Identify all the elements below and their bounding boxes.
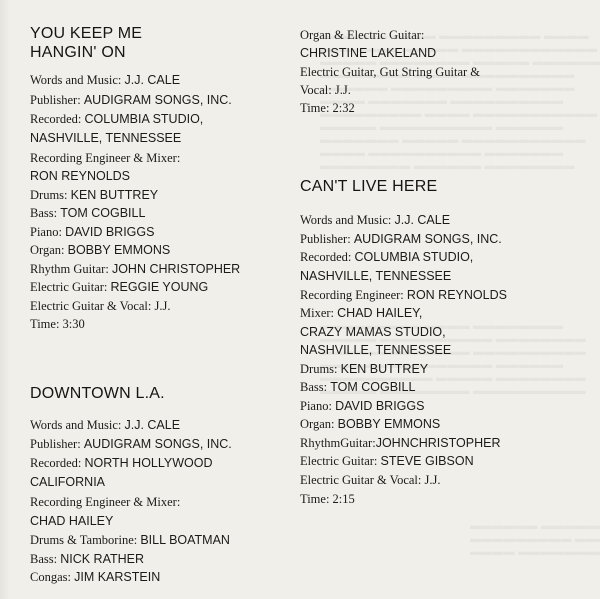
credit-value: J.J. CALE [394,213,451,227]
credit-value: NASHVILLE, TENNESSEE [300,269,452,283]
credit-value: RON REYNOLDS [30,169,131,183]
credit-value: DAVID BRIGGS [335,399,425,413]
song-title: DOWNTOWN L.A. [30,385,165,402]
credit-line [300,212,450,228]
credit-line [30,436,232,452]
credit-value: NASHVILLE, TENNESSEE [300,343,452,357]
credit-line [30,205,145,221]
credit-label: Publisher: [30,93,81,107]
credit-label: Bass: [30,552,58,566]
credit-value: JOHN CHRISTOPHER [111,262,241,276]
credit-value: BOBBY EMMONS [337,417,441,431]
credit-label: Organ: [300,417,335,431]
credit-line [30,551,144,567]
credit-line [300,472,440,488]
credit-line [30,298,170,314]
credit-line [300,249,473,265]
credit-value: KEN BUTTREY [70,188,159,202]
credit-value: CHAD HAILEY [30,514,114,528]
credit-line [300,342,451,358]
credit-label: Bass: [300,380,328,394]
credit-label: Organ: [30,243,65,257]
credit-label: Electric Guitar: [30,280,108,294]
credit-value: NORTH HOLLYWOOD [84,456,213,470]
credit-value: COLUMBIA STUDIO, [84,112,204,126]
credit-label: Electric Guitar, Gut String Guitar & [300,65,481,79]
credit-line [30,92,232,108]
credit-value: AUDIGRAM SONGS, INC. [83,437,232,451]
credit-label: Time: [300,492,330,506]
credit-label: Electric Guitar: [300,454,378,468]
credit-label: Congas: [30,570,71,584]
credit-label: Words and Music: [30,418,122,432]
song-title: CAN'T LIVE HERE [300,178,438,195]
credit-value: 2:15 [332,492,355,506]
credit-label: Organ & Electric Guitar: [300,28,425,42]
credit-label: Publisher: [30,437,81,451]
credit-value: BOBBY EMMONS [67,243,171,257]
credit-value: COLUMBIA STUDIO, [354,250,474,264]
credit-label: Recorded: [300,250,352,264]
credit-label: Words and Music: [30,73,122,87]
credit-line [300,100,355,116]
credit-value: REGGIE YOUNG [110,280,209,294]
credit-line [30,72,180,88]
credit-label: Bass: [30,206,58,220]
credit-line [300,287,507,303]
credit-line [300,45,436,61]
credit-label: Recorded: [30,112,82,126]
credit-line [30,261,240,277]
credit-line [30,150,180,166]
credit-line [300,305,422,321]
credit-line [300,268,451,284]
credit-value: AUDIGRAM SONGS, INC. [353,232,502,246]
song-title: YOU KEEP ME [30,25,143,42]
credit-line [30,224,154,240]
credit-label: Drums & Tamborine: [30,533,138,547]
credit-value: JIM KARSTEIN [74,570,161,584]
credit-value: RON REYNOLDS [406,288,507,302]
credit-value: NASHVILLE, TENNESSEE [30,131,182,145]
credit-label: Time: [30,317,60,331]
credit-line [300,361,428,377]
credit-label: Electric Guitar & Vocal: [300,473,422,487]
credit-line [300,27,424,43]
credit-value: DAVID BRIGGS [65,225,155,239]
credit-line [30,455,213,471]
credit-label: Electric Guitar & Vocal: [30,299,152,313]
credit-value: STEVE GIBSON [380,454,474,468]
credit-value: JOHNCHRISTOPHER [375,436,501,450]
credit-line [300,416,440,432]
credit-line [30,532,230,548]
credit-line [30,187,158,203]
credit-label: Time: [300,101,330,115]
credit-value: 3:30 [62,317,85,331]
credit-label: Recording Engineer: [300,288,404,302]
credit-value: TOM COGBILL [60,206,146,220]
credit-label: Vocal: [300,83,332,97]
credit-value: TOM COGBILL [330,380,416,394]
credit-label: Words and Music: [300,213,392,227]
credit-label: Recorded: [30,456,82,470]
credit-label: Rhythm Guitar: [30,262,109,276]
credit-line [300,64,480,80]
credit-value: CALIFORNIA [30,475,106,489]
credit-label: Piano: [30,225,62,239]
credit-value: 2:32 [332,101,355,115]
credit-label: Recording Engineer & Mixer: [30,151,181,165]
credit-line [300,324,446,340]
credit-value: J.J. [334,83,351,97]
credit-value: J.J. CALE [124,418,181,432]
credit-label: Recording Engineer & Mixer: [30,495,181,509]
credit-line [30,417,180,433]
credit-label: Piano: [300,399,332,413]
credit-line [300,82,351,98]
credit-line [30,130,181,146]
song-title-line-2: HANGIN' ON [30,44,126,61]
credit-label: RhythmGuitar: [300,436,376,450]
credit-line [30,569,160,585]
credit-line [30,316,85,332]
credit-line [30,242,170,258]
credit-label: Publisher: [300,232,351,246]
credit-value: CRAZY MAMAS STUDIO, [300,325,446,339]
credit-line [300,491,355,507]
credit-line [300,453,474,469]
credit-line [300,435,500,451]
credit-line [30,168,130,184]
credit-line [30,513,113,529]
credit-line [300,398,424,414]
credit-value: J.J. CALE [124,73,181,87]
credit-line [30,111,203,127]
credit-value: J.J. [154,299,171,313]
credit-line [300,231,502,247]
credit-value: CHRISTINE LAKELAND [300,46,437,60]
credit-line [300,379,415,395]
credit-line [30,474,105,490]
credit-line [30,279,208,295]
credit-value: NICK RATHER [60,552,145,566]
credit-value: KEN BUTTREY [340,362,429,376]
bleed-through-texture [470,520,600,559]
credit-value: BILL BOATMAN [140,533,230,547]
credit-value: AUDIGRAM SONGS, INC. [83,93,232,107]
credit-line [30,494,180,510]
credit-label: Drums: [30,188,68,202]
credit-value: J.J. [424,473,441,487]
credit-label: Drums: [300,362,338,376]
credit-label: Mixer: [300,306,335,320]
credit-value: CHAD HAILEY, [337,306,423,320]
